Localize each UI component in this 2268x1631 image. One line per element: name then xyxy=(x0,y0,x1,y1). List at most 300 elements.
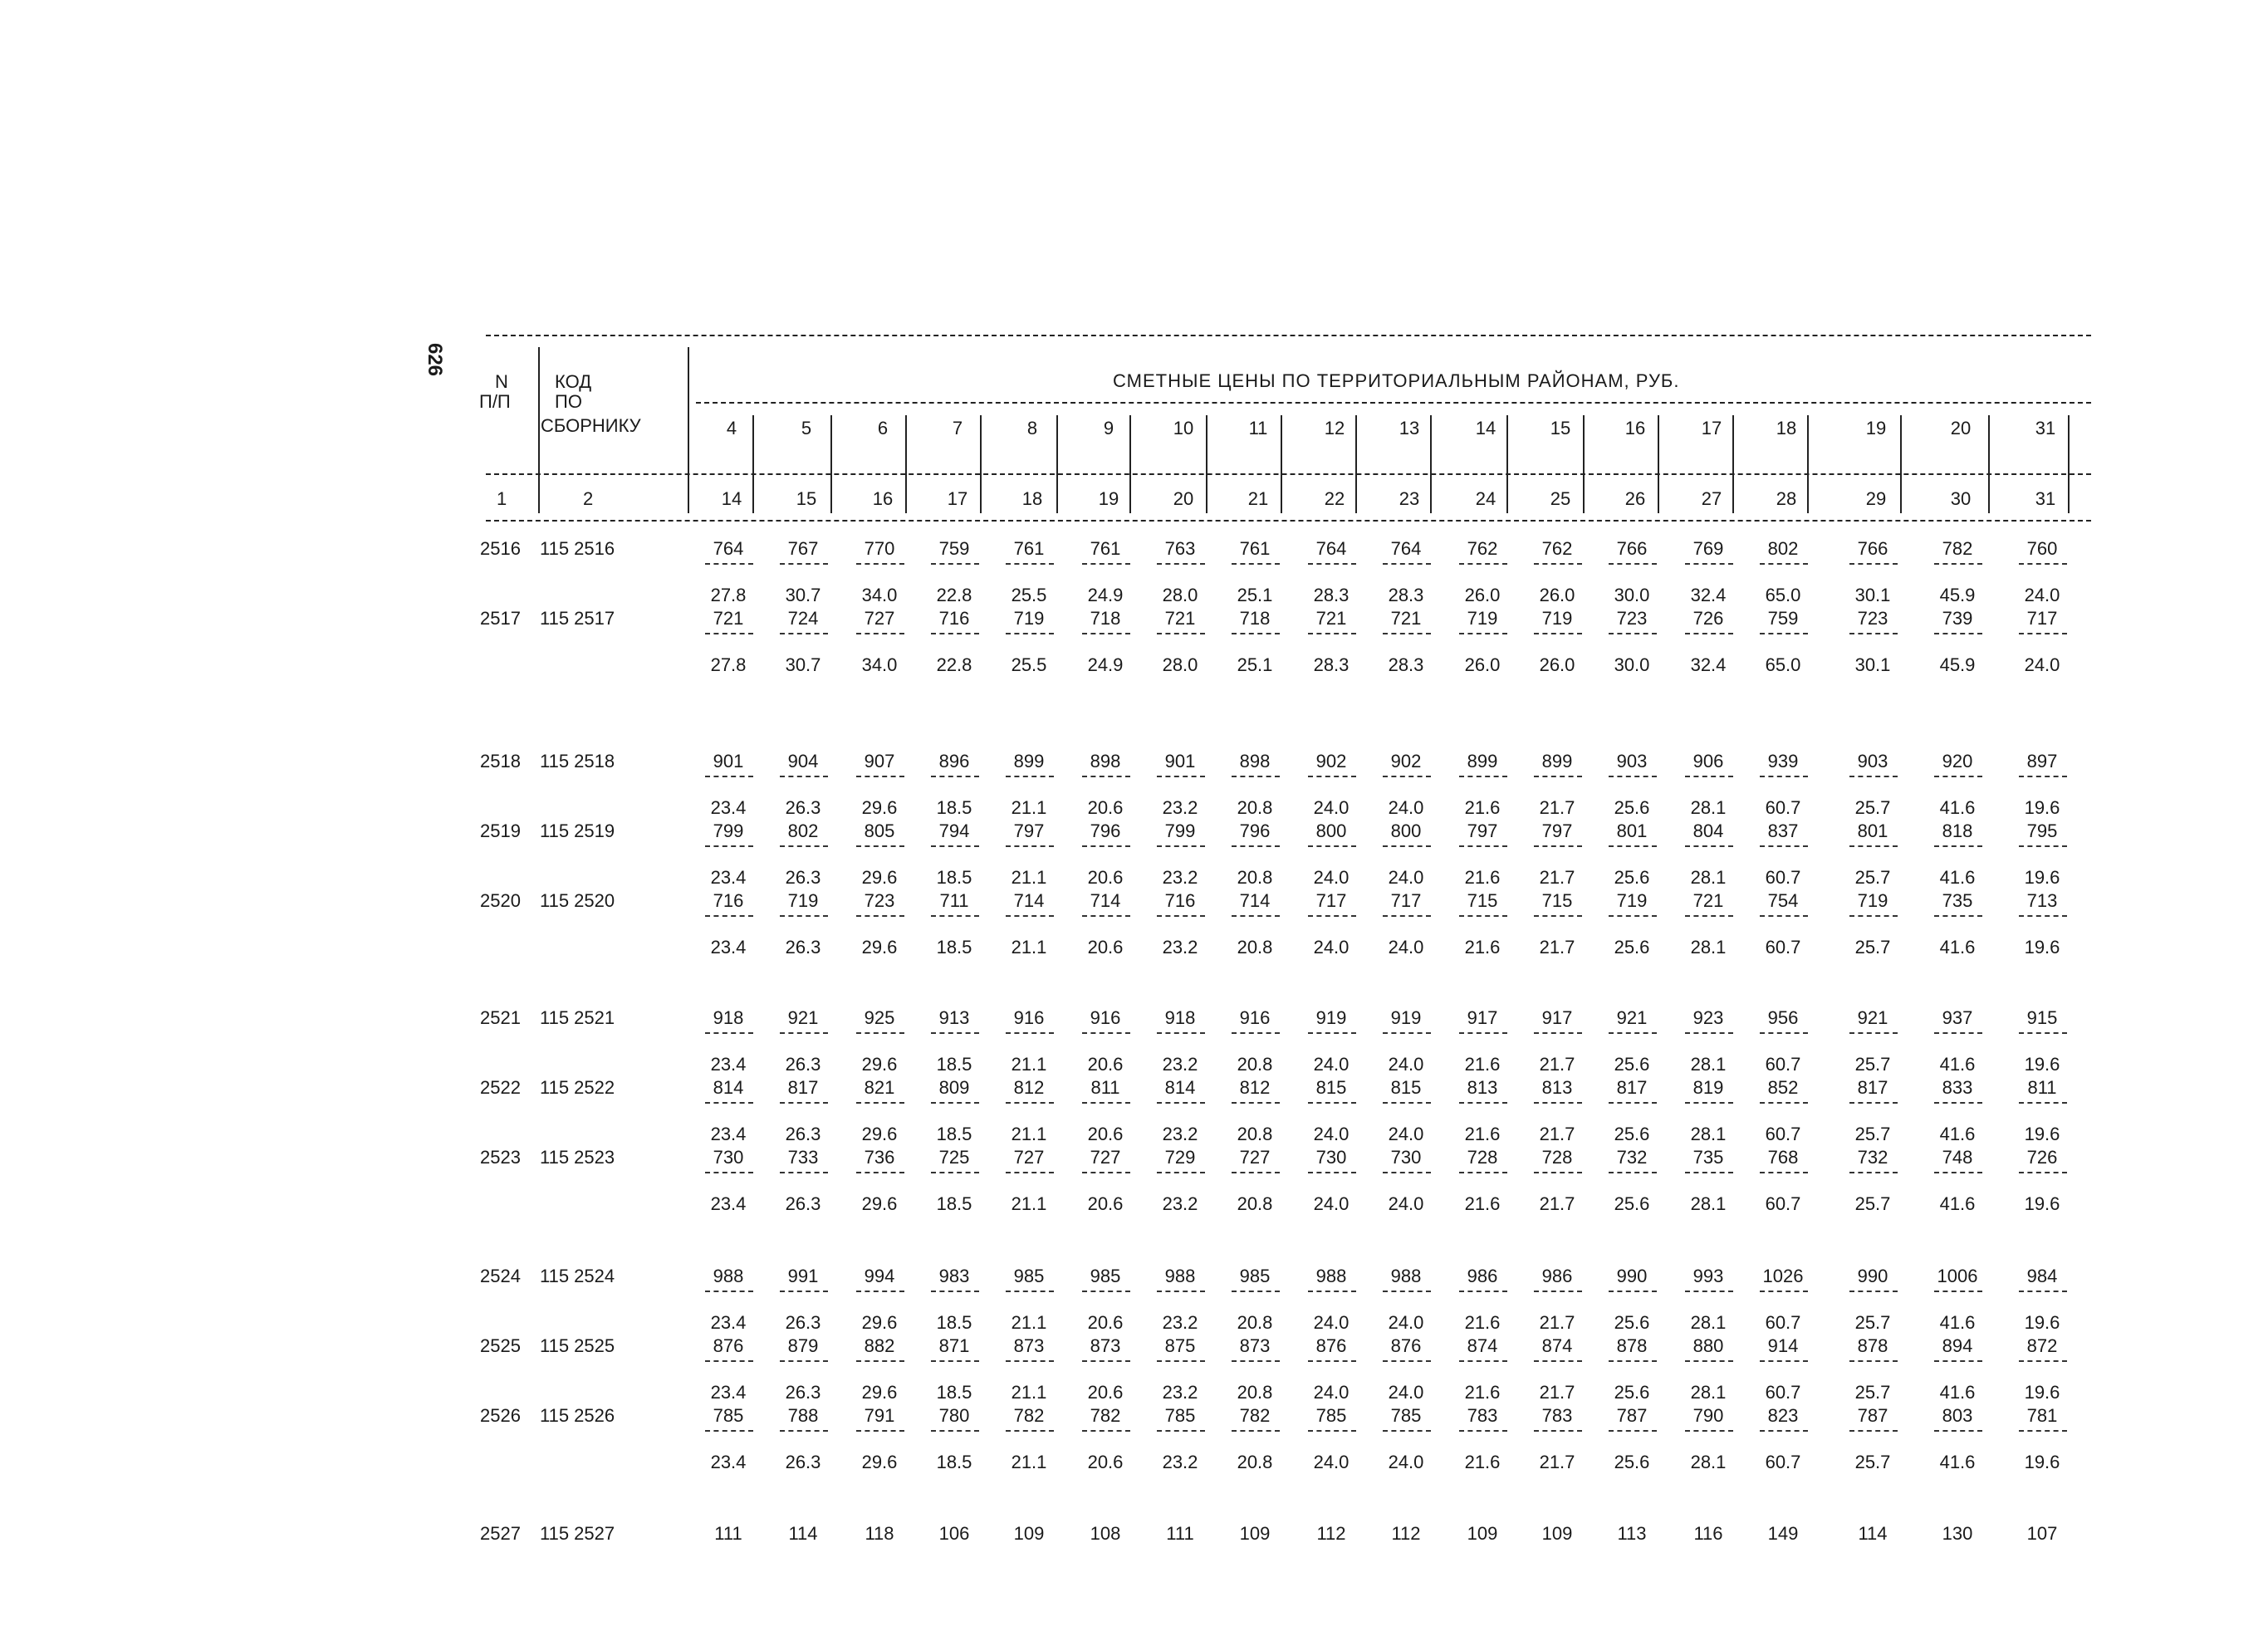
region-column-header: 18 xyxy=(1776,418,1797,438)
sub-value: 25.6 xyxy=(1614,1054,1650,1075)
region-column-header: 9 xyxy=(1103,418,1114,438)
fraction-bar xyxy=(1459,1291,1507,1292)
sub-value: 23.4 xyxy=(710,1054,747,1075)
price-value: 821 xyxy=(864,1077,895,1098)
sub-value: 18.5 xyxy=(936,797,972,818)
price-value: 729 xyxy=(1164,1147,1196,1168)
price-value: 780 xyxy=(938,1405,970,1426)
price-value: 878 xyxy=(1616,1335,1648,1356)
fraction-bar xyxy=(1849,915,1898,917)
fraction-bar xyxy=(1383,776,1431,777)
sub-value: 25.7 xyxy=(1854,867,1891,888)
sub-value: 26.0 xyxy=(1539,585,1575,605)
price-value: 796 xyxy=(1090,820,1121,841)
fraction-bar xyxy=(1006,1291,1054,1292)
sub-value: 28.1 xyxy=(1690,1124,1727,1144)
sub-value: 20.6 xyxy=(1087,937,1124,958)
sub-value: 24.0 xyxy=(1313,867,1350,888)
price-value: 748 xyxy=(1942,1147,1973,1168)
fraction-bar xyxy=(780,845,828,847)
sub-value: 29.6 xyxy=(861,797,898,818)
price-value: 764 xyxy=(713,538,744,559)
sub-value: 65.0 xyxy=(1765,654,1801,675)
sub-value: 21.6 xyxy=(1464,1452,1501,1472)
price-value: 764 xyxy=(1390,538,1422,559)
price-value: 874 xyxy=(1467,1335,1498,1356)
sub-value: 30.0 xyxy=(1614,585,1650,605)
sub-value: 41.6 xyxy=(1939,937,1976,958)
sub-value: 25.6 xyxy=(1614,797,1650,818)
fraction-bar xyxy=(1609,1291,1657,1292)
fraction-bar xyxy=(705,563,753,565)
fraction-bar xyxy=(1934,1430,1982,1432)
row-number: 2521 xyxy=(480,1007,521,1028)
row-code: 115 2525 xyxy=(540,1335,615,1356)
fraction-bar xyxy=(2019,633,2067,634)
price-value: 730 xyxy=(1390,1147,1422,1168)
sub-value: 20.6 xyxy=(1087,797,1124,818)
row-number: 2517 xyxy=(480,608,521,629)
fraction-bar xyxy=(1082,776,1130,777)
price-value: 939 xyxy=(1767,751,1799,771)
fraction-bar xyxy=(856,845,904,847)
sub-value: 29.6 xyxy=(861,1382,898,1403)
price-value: 991 xyxy=(787,1266,819,1286)
fraction-bar xyxy=(1157,845,1205,847)
fraction-bar xyxy=(705,915,753,917)
sub-value: 21.1 xyxy=(1011,937,1047,958)
fraction-bar xyxy=(1459,1360,1507,1362)
fraction-bar xyxy=(856,915,904,917)
index-n: 1 xyxy=(497,488,507,509)
price-value: 719 xyxy=(1857,890,1888,911)
fraction-bar xyxy=(856,1032,904,1034)
fraction-bar xyxy=(931,915,979,917)
fraction-bar xyxy=(1308,915,1356,917)
sub-value: 19.6 xyxy=(2024,1452,2060,1472)
price-value: 1026 xyxy=(1762,1266,1804,1286)
price-value: 790 xyxy=(1692,1405,1724,1426)
sub-value: 20.6 xyxy=(1087,1312,1124,1333)
region-column-header: 15 xyxy=(1550,418,1571,438)
sub-value: 23.4 xyxy=(710,1382,747,1403)
price-value: 723 xyxy=(1857,608,1888,629)
fraction-bar xyxy=(1082,915,1130,917)
sub-value: 20.6 xyxy=(1087,1054,1124,1075)
sub-value: 24.0 xyxy=(1313,937,1350,958)
fraction-bar xyxy=(1006,1102,1054,1104)
price-value: 876 xyxy=(1315,1335,1347,1356)
fraction-bar xyxy=(705,633,753,634)
fraction-bar xyxy=(1760,633,1808,634)
price-value: 815 xyxy=(1315,1077,1347,1098)
price-value: 983 xyxy=(938,1266,970,1286)
sub-value: 28.3 xyxy=(1388,585,1424,605)
fraction-bar xyxy=(780,1032,828,1034)
page-number: 626 xyxy=(424,342,446,377)
fraction-bar xyxy=(856,563,904,565)
price-value: 727 xyxy=(864,608,895,629)
sub-value: 20.6 xyxy=(1087,1452,1124,1472)
price-value: 727 xyxy=(1013,1147,1045,1168)
price-value: 805 xyxy=(864,820,895,841)
fraction-bar xyxy=(1934,915,1982,917)
fraction-bar xyxy=(1609,633,1657,634)
price-value: 109 xyxy=(1013,1523,1045,1544)
sub-value: 22.8 xyxy=(936,585,972,605)
price-value: 901 xyxy=(1164,751,1196,771)
sub-value: 24.0 xyxy=(1388,1193,1424,1214)
fraction-bar xyxy=(856,1172,904,1173)
sub-value: 23.2 xyxy=(1162,1193,1198,1214)
price-value: 733 xyxy=(787,1147,819,1168)
price-value: 988 xyxy=(1390,1266,1422,1286)
price-value: 873 xyxy=(1239,1335,1271,1356)
price-value: 762 xyxy=(1467,538,1498,559)
fraction-bar xyxy=(1934,1172,1982,1173)
sub-value: 21.6 xyxy=(1464,1124,1501,1144)
sub-value: 26.3 xyxy=(785,1382,821,1403)
fraction-bar xyxy=(780,915,828,917)
sub-value: 18.5 xyxy=(936,1452,972,1472)
sub-value: 19.6 xyxy=(2024,1382,2060,1403)
sub-value: 21.1 xyxy=(1011,1193,1047,1214)
sub-value: 27.8 xyxy=(710,654,747,675)
header-code-po: ПО xyxy=(555,391,582,412)
region-column-header: 12 xyxy=(1324,418,1345,438)
sub-value: 45.9 xyxy=(1939,654,1976,675)
sub-value: 29.6 xyxy=(861,1312,898,1333)
sub-value: 19.6 xyxy=(2024,1193,2060,1214)
fraction-bar xyxy=(1685,915,1733,917)
fraction-bar xyxy=(1459,1172,1507,1173)
sub-value: 25.7 xyxy=(1854,1124,1891,1144)
fraction-bar xyxy=(1534,633,1582,634)
sub-value: 26.0 xyxy=(1464,654,1501,675)
price-value: 716 xyxy=(1164,890,1196,911)
fraction-bar xyxy=(1006,633,1054,634)
price-value: 985 xyxy=(1013,1266,1045,1286)
region-column-header: 20 xyxy=(1950,418,1972,438)
sub-value: 21.6 xyxy=(1464,1312,1501,1333)
sub-value: 25.6 xyxy=(1614,1452,1650,1472)
fraction-bar xyxy=(705,845,753,847)
sub-value: 28.0 xyxy=(1162,654,1198,675)
fraction-bar xyxy=(1685,845,1733,847)
sub-value: 21.6 xyxy=(1464,937,1501,958)
fraction-bar xyxy=(1609,563,1657,565)
price-value: 833 xyxy=(1942,1077,1973,1098)
row-code: 115 2522 xyxy=(540,1077,615,1098)
price-value: 718 xyxy=(1239,608,1271,629)
price-value: 785 xyxy=(1315,1405,1347,1426)
fraction-bar xyxy=(2019,1172,2067,1173)
region-column-header: 19 xyxy=(1865,418,1887,438)
price-value: 990 xyxy=(1857,1266,1888,1286)
price-value: 763 xyxy=(1164,538,1196,559)
fraction-bar xyxy=(1157,1102,1205,1104)
fraction-bar xyxy=(1308,845,1356,847)
sub-value: 41.6 xyxy=(1939,1312,1976,1333)
sub-value: 41.6 xyxy=(1939,1054,1976,1075)
price-value: 1006 xyxy=(1937,1266,1978,1286)
sub-value: 21.7 xyxy=(1539,1054,1575,1075)
fraction-bar xyxy=(856,1291,904,1292)
header-divider xyxy=(538,347,540,513)
fraction-bar xyxy=(1157,1430,1205,1432)
fraction-bar xyxy=(1006,1430,1054,1432)
price-value: 735 xyxy=(1942,890,1973,911)
fraction-bar xyxy=(1157,1032,1205,1034)
fraction-bar xyxy=(705,1032,753,1034)
sub-value: 21.7 xyxy=(1539,1452,1575,1472)
sub-value: 21.6 xyxy=(1464,797,1501,818)
price-value: 986 xyxy=(1541,1266,1573,1286)
price-value: 717 xyxy=(1315,890,1347,911)
price-value: 736 xyxy=(864,1147,895,1168)
sub-value: 25.6 xyxy=(1614,937,1650,958)
header-bottom-rule xyxy=(486,520,2091,522)
price-value: 871 xyxy=(938,1335,970,1356)
sub-value: 25.6 xyxy=(1614,867,1650,888)
price-value: 809 xyxy=(938,1077,970,1098)
price-value: 114 xyxy=(1858,1523,1888,1544)
sub-value: 29.6 xyxy=(861,1193,898,1214)
index-column-header: 24 xyxy=(1475,488,1496,509)
sub-value: 19.6 xyxy=(2024,1054,2060,1075)
sub-value: 21.6 xyxy=(1464,1054,1501,1075)
fraction-bar xyxy=(1849,633,1898,634)
sub-value: 26.3 xyxy=(785,797,821,818)
price-value: 902 xyxy=(1390,751,1422,771)
fraction-bar xyxy=(1383,1291,1431,1292)
fraction-bar xyxy=(1760,915,1808,917)
title-rule xyxy=(696,402,2091,404)
price-value: 782 xyxy=(1090,1405,1121,1426)
sub-value: 32.4 xyxy=(1690,654,1727,675)
sub-value: 28.3 xyxy=(1388,654,1424,675)
fraction-bar xyxy=(1082,1360,1130,1362)
index-column-header: 17 xyxy=(947,488,968,509)
index-column-header: 31 xyxy=(2035,488,2056,509)
price-value: 916 xyxy=(1090,1007,1121,1028)
sub-value: 60.7 xyxy=(1765,1193,1801,1214)
fraction-bar xyxy=(2019,563,2067,565)
price-value: 783 xyxy=(1467,1405,1498,1426)
row-code: 115 2520 xyxy=(540,890,615,911)
index-column-header: 27 xyxy=(1701,488,1722,509)
price-value: 766 xyxy=(1616,538,1648,559)
price-value: 785 xyxy=(1390,1405,1422,1426)
price-value: 852 xyxy=(1767,1077,1799,1098)
header-divider xyxy=(688,347,689,513)
fraction-bar xyxy=(1383,915,1431,917)
price-value: 764 xyxy=(1315,538,1347,559)
fraction-bar xyxy=(1082,1430,1130,1432)
price-value: 111 xyxy=(714,1523,742,1544)
sub-value: 28.1 xyxy=(1690,1312,1727,1333)
fraction-bar xyxy=(931,563,979,565)
price-value: 799 xyxy=(713,820,744,841)
price-value: 762 xyxy=(1541,538,1573,559)
fraction-bar xyxy=(780,1360,828,1362)
fraction-bar xyxy=(1383,1430,1431,1432)
sub-value: 19.6 xyxy=(2024,937,2060,958)
fraction-bar xyxy=(931,776,979,777)
price-value: 797 xyxy=(1013,820,1045,841)
region-column-header: 4 xyxy=(726,418,737,438)
fraction-bar xyxy=(1760,1032,1808,1034)
fraction-bar xyxy=(1157,1172,1205,1173)
sub-value: 60.7 xyxy=(1765,1054,1801,1075)
sub-value: 21.1 xyxy=(1011,1382,1047,1403)
sub-value: 25.6 xyxy=(1614,1312,1650,1333)
sub-value: 21.6 xyxy=(1464,1382,1501,1403)
fraction-bar xyxy=(1308,1430,1356,1432)
sub-value: 23.2 xyxy=(1162,867,1198,888)
price-value: 716 xyxy=(713,890,744,911)
price-value: 985 xyxy=(1090,1266,1121,1286)
sub-value: 20.8 xyxy=(1237,797,1273,818)
index-column-header: 20 xyxy=(1173,488,1194,509)
fraction-bar xyxy=(780,563,828,565)
sub-value: 41.6 xyxy=(1939,1452,1976,1472)
sub-value: 29.6 xyxy=(861,937,898,958)
fraction-bar xyxy=(1685,1360,1733,1362)
fraction-bar xyxy=(1157,776,1205,777)
sub-value: 21.1 xyxy=(1011,1124,1047,1144)
fraction-bar xyxy=(1609,1360,1657,1362)
fraction-bar xyxy=(1459,1032,1507,1034)
price-value: 782 xyxy=(1942,538,1973,559)
fraction-bar xyxy=(2019,1032,2067,1034)
sub-value: 41.6 xyxy=(1939,797,1976,818)
price-value: 894 xyxy=(1942,1335,1973,1356)
price-value: 993 xyxy=(1692,1266,1724,1286)
sub-value: 26.3 xyxy=(785,1193,821,1214)
price-value: 921 xyxy=(787,1007,819,1028)
region-column-header: 16 xyxy=(1624,418,1646,438)
row-code: 115 2521 xyxy=(540,1007,615,1028)
price-value: 714 xyxy=(1013,890,1045,911)
fraction-bar xyxy=(1459,633,1507,634)
price-value: 788 xyxy=(787,1405,819,1426)
index-column-header: 15 xyxy=(796,488,817,509)
fraction-bar xyxy=(1459,563,1507,565)
price-value: 118 xyxy=(865,1523,894,1544)
header-n: N xyxy=(495,371,508,392)
fraction-bar xyxy=(1934,1291,1982,1292)
price-value: 715 xyxy=(1467,890,1498,911)
price-value: 109 xyxy=(1541,1523,1573,1544)
price-value: 906 xyxy=(1692,751,1724,771)
sub-value: 21.1 xyxy=(1011,1312,1047,1333)
sub-value: 60.7 xyxy=(1765,867,1801,888)
price-value: 803 xyxy=(1942,1405,1973,1426)
sub-value: 23.4 xyxy=(710,797,747,818)
sub-value: 30.0 xyxy=(1614,654,1650,675)
sub-value: 19.6 xyxy=(2024,867,2060,888)
sub-value: 20.8 xyxy=(1237,1193,1273,1214)
sub-value: 27.8 xyxy=(710,585,747,605)
fraction-bar xyxy=(1232,563,1280,565)
price-value: 106 xyxy=(938,1523,970,1544)
price-value: 727 xyxy=(1239,1147,1271,1168)
fraction-bar xyxy=(1534,1032,1582,1034)
price-value: 925 xyxy=(864,1007,895,1028)
fraction-bar xyxy=(1534,915,1582,917)
fraction-bar xyxy=(2019,845,2067,847)
sub-value: 18.5 xyxy=(936,1193,972,1214)
sub-value: 28.3 xyxy=(1313,585,1350,605)
fraction-bar xyxy=(1383,1032,1431,1034)
price-value: 754 xyxy=(1767,890,1799,911)
region-column-header: 10 xyxy=(1173,418,1194,438)
sub-value: 24.0 xyxy=(1388,1452,1424,1472)
price-value: 770 xyxy=(864,538,895,559)
price-value: 812 xyxy=(1239,1077,1271,1098)
price-value: 813 xyxy=(1541,1077,1573,1098)
fraction-bar xyxy=(2019,776,2067,777)
price-value: 796 xyxy=(1239,820,1271,841)
fraction-bar xyxy=(931,845,979,847)
sub-value: 19.6 xyxy=(2024,1312,2060,1333)
price-value: 730 xyxy=(713,1147,744,1168)
sub-value: 41.6 xyxy=(1939,1193,1976,1214)
fraction-bar xyxy=(1609,1102,1657,1104)
fraction-bar xyxy=(1760,1360,1808,1362)
price-value: 903 xyxy=(1616,751,1648,771)
sub-value: 60.7 xyxy=(1765,1452,1801,1472)
fraction-bar xyxy=(1760,1291,1808,1292)
sub-value: 25.1 xyxy=(1237,585,1273,605)
sub-value: 60.7 xyxy=(1765,1312,1801,1333)
sub-value: 25.1 xyxy=(1237,654,1273,675)
price-value: 898 xyxy=(1090,751,1121,771)
price-value: 882 xyxy=(864,1335,895,1356)
sub-value: 28.3 xyxy=(1313,654,1350,675)
price-value: 956 xyxy=(1767,1007,1799,1028)
price-value: 817 xyxy=(1616,1077,1648,1098)
price-value: 761 xyxy=(1013,538,1045,559)
fraction-bar xyxy=(1232,1172,1280,1173)
sub-value: 24.0 xyxy=(2024,585,2060,605)
sub-value: 18.5 xyxy=(936,1382,972,1403)
fraction-bar xyxy=(1609,1032,1657,1034)
row-number: 2524 xyxy=(480,1266,521,1286)
price-value: 732 xyxy=(1616,1147,1648,1168)
price-value: 899 xyxy=(1541,751,1573,771)
sub-value: 25.7 xyxy=(1854,1452,1891,1472)
row-code: 115 2517 xyxy=(540,608,615,629)
price-value: 716 xyxy=(938,608,970,629)
sub-value: 21.1 xyxy=(1011,797,1047,818)
sub-value: 26.3 xyxy=(785,1452,821,1472)
price-value: 728 xyxy=(1467,1147,1498,1168)
price-value: 781 xyxy=(2026,1405,2058,1426)
sub-value: 20.8 xyxy=(1237,937,1273,958)
price-value: 719 xyxy=(1616,890,1648,911)
sub-value: 26.3 xyxy=(785,1054,821,1075)
price-value: 823 xyxy=(1767,1405,1799,1426)
sub-value: 34.0 xyxy=(861,654,898,675)
fraction-bar xyxy=(1232,1032,1280,1034)
sub-value: 20.6 xyxy=(1087,867,1124,888)
fraction-bar xyxy=(1849,1172,1898,1173)
sub-value: 20.8 xyxy=(1237,1382,1273,1403)
price-value: 899 xyxy=(1013,751,1045,771)
sub-value: 29.6 xyxy=(861,867,898,888)
